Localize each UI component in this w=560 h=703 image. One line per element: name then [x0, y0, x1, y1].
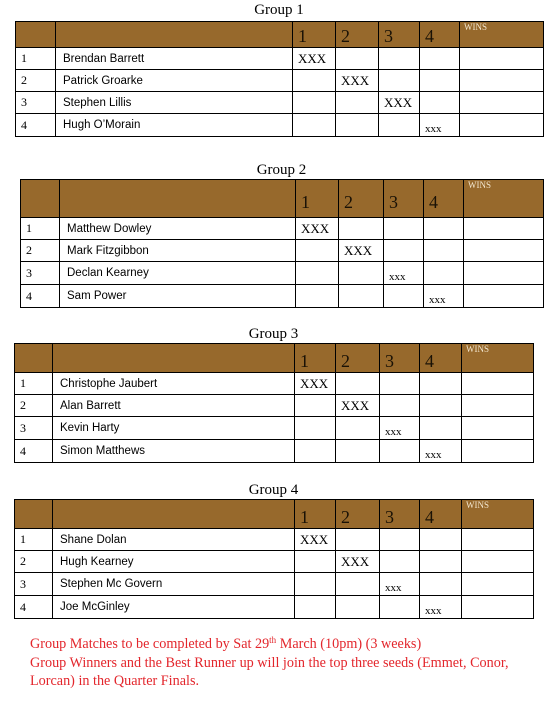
player-number: 4: [15, 596, 53, 619]
header-num-cell: [21, 180, 60, 218]
player-name: Sam Power: [60, 285, 296, 308]
table-row: [15, 573, 534, 596]
wins-cell: [462, 529, 534, 551]
player-number: 2: [16, 70, 56, 92]
header-name-cell: [53, 344, 295, 373]
player-name: Simon Matthews: [53, 440, 295, 463]
table-row: [21, 218, 544, 240]
result-cell: [424, 262, 464, 285]
result-cell: [336, 529, 380, 551]
player-number: 2: [21, 240, 60, 262]
group-3: [14, 326, 533, 466]
table-row: [15, 395, 534, 417]
result-cell: [336, 92, 379, 114]
player-number: 3: [21, 262, 60, 285]
header-num-cell: [15, 344, 53, 373]
player-number: 4: [21, 285, 60, 308]
table-row: [16, 48, 544, 70]
table-header-row: [15, 344, 534, 373]
table-row: [21, 240, 544, 262]
self-match-mark: XXX: [296, 218, 339, 240]
header-name-cell: [56, 22, 293, 48]
result-cell: [296, 262, 339, 285]
result-cell: [339, 285, 384, 308]
result-cell: [293, 114, 336, 137]
header-wins: WINS: [462, 500, 534, 529]
table-row: [15, 417, 534, 440]
table-row: [15, 529, 534, 551]
header-col-4: 4: [424, 180, 464, 218]
table-header-row: [15, 500, 534, 529]
self-match-mark: XXX: [336, 551, 380, 573]
result-cell: [295, 573, 336, 596]
header-col-3: 3: [379, 22, 420, 48]
result-cell: [384, 218, 424, 240]
result-cell: [420, 529, 462, 551]
wins-cell: [464, 262, 544, 285]
player-name: Shane Dolan: [53, 529, 295, 551]
player-number: 1: [15, 373, 53, 395]
table-header-row: [21, 180, 544, 218]
result-cell: [424, 218, 464, 240]
result-cell: [380, 440, 420, 463]
group-1: [15, 2, 543, 142]
wins-cell: [462, 417, 534, 440]
result-cell: [384, 285, 424, 308]
result-cell: [295, 596, 336, 619]
self-match-mark: xxx: [420, 114, 460, 137]
result-cell: [420, 395, 462, 417]
result-cell: [420, 92, 460, 114]
header-wins: WINS: [462, 344, 534, 373]
result-cell: [420, 573, 462, 596]
result-cell: [379, 48, 420, 70]
header-col-1: 1: [296, 180, 339, 218]
player-number: 2: [15, 551, 53, 573]
wins-cell: [462, 440, 534, 463]
result-cell: [295, 395, 336, 417]
player-name: Brendan Barrett: [56, 48, 293, 70]
result-cell: [336, 596, 380, 619]
header-name-cell: [53, 500, 295, 529]
player-number: 3: [15, 573, 53, 596]
group-table: [20, 179, 544, 308]
group-2: [20, 162, 543, 307]
group-table: [15, 21, 544, 137]
result-cell: [379, 114, 420, 137]
result-cell: [296, 285, 339, 308]
group-table: [14, 499, 534, 619]
header-col-4: 4: [420, 22, 460, 48]
result-cell: [336, 114, 379, 137]
header-num-cell: [16, 22, 56, 48]
wins-cell: [460, 92, 544, 114]
table-header-row: [16, 22, 544, 48]
table-row: [15, 440, 534, 463]
self-match-mark: XXX: [336, 395, 380, 417]
group-table: [14, 343, 534, 463]
self-match-mark: xxx: [380, 573, 420, 596]
group-4: [14, 482, 533, 622]
result-cell: [380, 395, 420, 417]
player-number: 2: [15, 395, 53, 417]
result-cell: [424, 240, 464, 262]
result-cell: [336, 573, 380, 596]
result-cell: [380, 596, 420, 619]
header-col-4: 4: [420, 344, 462, 373]
result-cell: [336, 417, 380, 440]
header-col-3: 3: [380, 344, 420, 373]
result-cell: [295, 417, 336, 440]
player-number: 1: [15, 529, 53, 551]
header-col-3: 3: [380, 500, 420, 529]
result-cell: [336, 48, 379, 70]
group-title: Group 2: [256, 162, 307, 178]
result-cell: [339, 262, 384, 285]
self-match-mark: XXX: [339, 240, 384, 262]
header-col-1: 1: [295, 344, 336, 373]
deadline-text-end: March (10pm) (3 weeks): [276, 636, 422, 652]
self-match-mark: xxx: [420, 440, 462, 463]
header-col-3: 3: [384, 180, 424, 218]
player-name: Kevin Harty: [53, 417, 295, 440]
player-number: 4: [15, 440, 53, 463]
result-cell: [295, 440, 336, 463]
result-cell: [420, 70, 460, 92]
group-title: Group 3: [248, 326, 299, 342]
self-match-mark: XXX: [379, 92, 420, 114]
header-col-4: 4: [420, 500, 462, 529]
player-number: 1: [21, 218, 60, 240]
wins-cell: [462, 395, 534, 417]
player-name: Hugh O’Morain: [56, 114, 293, 137]
result-cell: [380, 529, 420, 551]
player-name: Patrick Groarke: [56, 70, 293, 92]
self-match-mark: xxx: [380, 417, 420, 440]
table-row: [16, 92, 544, 114]
quarter-final-notice: Group Winners and the Best Runner up will join the top three seeds (Emmet, Conor, Lorcan) in the Quarter Finals.: [30, 654, 509, 689]
table-row: [15, 373, 534, 395]
result-cell: [379, 70, 420, 92]
player-number: 4: [16, 114, 56, 137]
wins-cell: [464, 240, 544, 262]
player-name: Christophe Jaubert: [53, 373, 295, 395]
header-col-2: 2: [339, 180, 384, 218]
wins-cell: [462, 596, 534, 619]
player-name: Stephen Mc Govern: [53, 573, 295, 596]
deadline-text: Group Matches to be completed by Sat 29: [30, 636, 270, 652]
result-cell: [293, 92, 336, 114]
self-match-mark: XXX: [295, 373, 336, 395]
wins-cell: [464, 218, 544, 240]
self-match-mark: XXX: [293, 48, 336, 70]
result-cell: [339, 218, 384, 240]
player-number: 1: [16, 48, 56, 70]
result-cell: [420, 373, 462, 395]
result-cell: [336, 440, 380, 463]
header-col-2: 2: [336, 344, 380, 373]
self-match-mark: xxx: [424, 285, 464, 308]
table-row: [21, 285, 544, 308]
player-name: Matthew Dowley: [60, 218, 296, 240]
wins-cell: [460, 70, 544, 92]
table-row: [15, 596, 534, 619]
header-wins: WINS: [464, 180, 544, 218]
result-cell: [420, 48, 460, 70]
self-match-mark: xxx: [420, 596, 462, 619]
wins-cell: [462, 573, 534, 596]
wins-cell: [462, 551, 534, 573]
result-cell: [296, 240, 339, 262]
result-cell: [380, 373, 420, 395]
group-title: Group 1: [254, 2, 304, 18]
result-cell: [336, 373, 380, 395]
result-cell: [384, 240, 424, 262]
wins-cell: [460, 114, 544, 137]
player-name: Joe McGinley: [53, 596, 295, 619]
player-name: Hugh Kearney: [53, 551, 295, 573]
table-row: [15, 551, 534, 573]
self-match-mark: xxx: [384, 262, 424, 285]
result-cell: [420, 417, 462, 440]
player-name: Stephen Lillis: [56, 92, 293, 114]
result-cell: [295, 551, 336, 573]
player-number: 3: [16, 92, 56, 114]
header-col-1: 1: [295, 500, 336, 529]
header-num-cell: [15, 500, 53, 529]
table-row: [21, 262, 544, 285]
wins-cell: [462, 373, 534, 395]
wins-cell: [460, 48, 544, 70]
self-match-mark: XXX: [336, 70, 379, 92]
deadline-ordinal: th: [269, 635, 277, 645]
result-cell: [293, 70, 336, 92]
player-name: Declan Kearney: [60, 262, 296, 285]
header-col-1: 1: [293, 22, 336, 48]
self-match-mark: XXX: [295, 529, 336, 551]
player-number: 3: [15, 417, 53, 440]
result-cell: [420, 551, 462, 573]
header-col-2: 2: [336, 500, 380, 529]
header-col-2: 2: [336, 22, 379, 48]
player-name: Alan Barrett: [53, 395, 295, 417]
player-name: Mark Fitzgibbon: [60, 240, 296, 262]
deadline-line: [30, 635, 555, 654]
group-title: Group 4: [248, 482, 299, 498]
table-row: [16, 70, 544, 92]
wins-cell: [464, 285, 544, 308]
result-cell: [380, 551, 420, 573]
deadline-notice: [30, 635, 555, 691]
header-wins: WINS: [460, 22, 544, 48]
header-name-cell: [60, 180, 296, 218]
table-row: [16, 114, 544, 137]
